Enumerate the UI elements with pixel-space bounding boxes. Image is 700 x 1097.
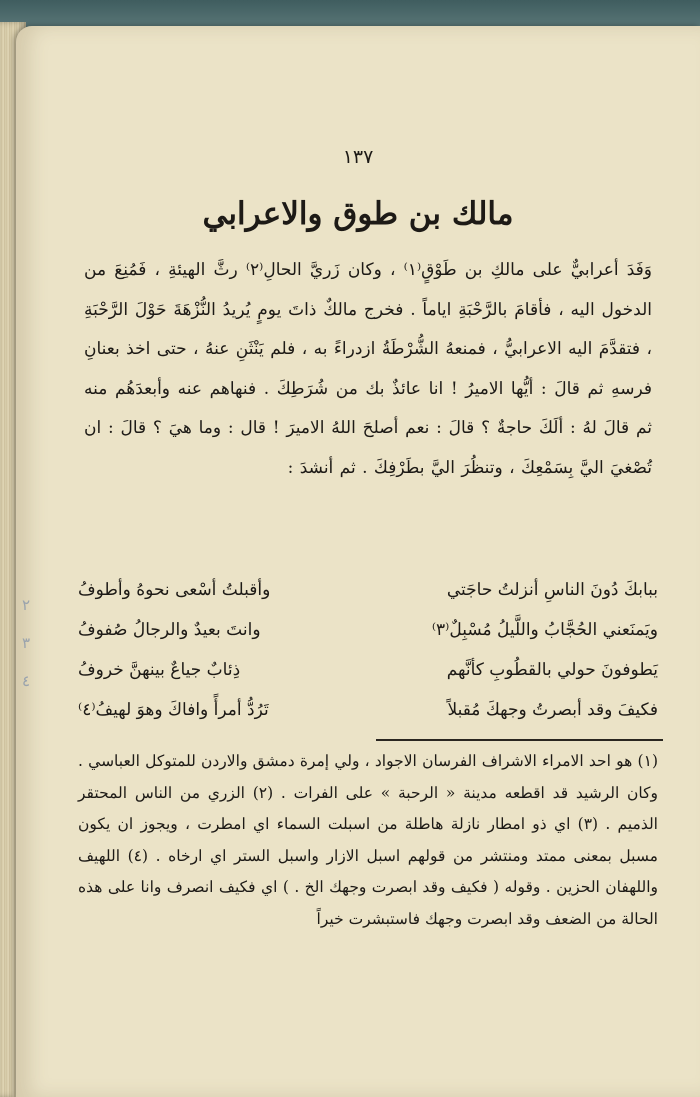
footnote-divider xyxy=(376,739,663,741)
poem-verse xyxy=(78,690,658,730)
verse-second-hemistich: تَرُدُّ أمرأً وافاكَ وهوَ لهيفُ⁽٤⁾ xyxy=(78,700,269,720)
poem-verse xyxy=(78,610,658,650)
verse-second-hemistich: ذِئابٌ جياعٌ بينهنَّ خروفُ xyxy=(78,660,241,680)
pencil-margin-marks xyxy=(22,586,40,700)
page-number: ١٣٧ xyxy=(342,146,374,168)
verse-second-hemistich: وانتَ بعيدٌ والرجالُ صُفوفُ xyxy=(78,620,261,640)
verse-first-hemistich: فكيفَ وقد أبصرتُ وجهكَ مُقبلاً xyxy=(447,700,658,720)
margin-mark: ٢ xyxy=(22,596,31,614)
verse-second-hemistich: وأقبلتُ أسْعى نحوهُ وأطوفُ xyxy=(78,580,271,600)
verse-first-hemistich: يَطوفونَ حولي بالقطُوبِ كأنَّهم xyxy=(446,660,658,680)
poem xyxy=(78,570,658,730)
footnote-text: (١) هو احد الامراء الاشراف الفرسان الاجواد ، ولي إمرة دمشق والاردن للمتوكل العباسي . وكان الرشيد قد اقطعه مدينة « الرحبة » على الفرات . (٢) الزري من الناس المحتقر الذميم . (٣) اي ذو امطار نازلة هاطلة من اسبلت السماء اي امطرت ، ويجوز ان يكون مسبل بمعنى ممتد ومنتشر من قولهم اسبل الازار واسبل الستر اي ارخاه . (٤) اللهيف واللهفان الحزين . وقوله ( فكيف وقد ابصرت وجهك الخ . ) اي فكيف انصرف وانا على هذه الحالة من الضعف وقد ابصرت وجهك فاستبشرت خيراً xyxy=(78,752,658,928)
verse-first-hemistich: ببابكَ دُونَ الناسِ أنزلتُ حاجَتي xyxy=(446,580,658,600)
poem-verse xyxy=(78,570,658,610)
scan-backdrop xyxy=(0,0,700,28)
story-paragraph: وَفَدَ أعرابيٌّ على مالكِ بن طَوْقٍ⁽١⁾ ، وكان زَريَّ الحالِ⁽٢⁾ رثَّ الهيئةِ ، فَمُنِعَ من الدخول اليه ، فأقامَ بالرَّحْبَةِ اياماً . فخرج مالكٌ ذاتَ يومٍ يُريدُ النُّزْهَةَ حَوْلَ الرَّحْبَةِ ، فتقدَّمَ اليه الاعرابيُّ ، فمنعهُ الشُّرْطَةُ ازدراءً به ، فلم يَنْثَنِ عنهُ ، حتى اخذ بعنانِ فرسهِ ثم قالَ : أيُّها الاميرُ ! انا عائذٌ بك من شُرَطِكَ . فنهاهم عنه وأبعدَهُم منه ثم قالَ لهُ : ألَكَ حاجةٌ ؟ قالَ : نعم أصلحَ اللهُ الاميرَ ! قال : وما هيَ ؟ قالَ : ان تُصْغيَ اليَّ بِسَمْعِكَ ، وتنظُرَ اليَّ بطَرْفِكَ . ثم أنشدَ : xyxy=(84,260,653,478)
footnotes xyxy=(78,746,658,935)
margin-mark: ٣ xyxy=(22,634,31,652)
book-page xyxy=(16,26,700,1097)
poem-verse xyxy=(78,650,658,690)
verse-first-hemistich: ويَمنَعني الحُجَّابُ واللَّيلُ مُسْبِلٌ⁽٣⁾ xyxy=(431,620,658,640)
margin-mark: ٤ xyxy=(22,672,31,690)
chapter-title: مالك بن طوق والاعرابي xyxy=(202,196,514,232)
